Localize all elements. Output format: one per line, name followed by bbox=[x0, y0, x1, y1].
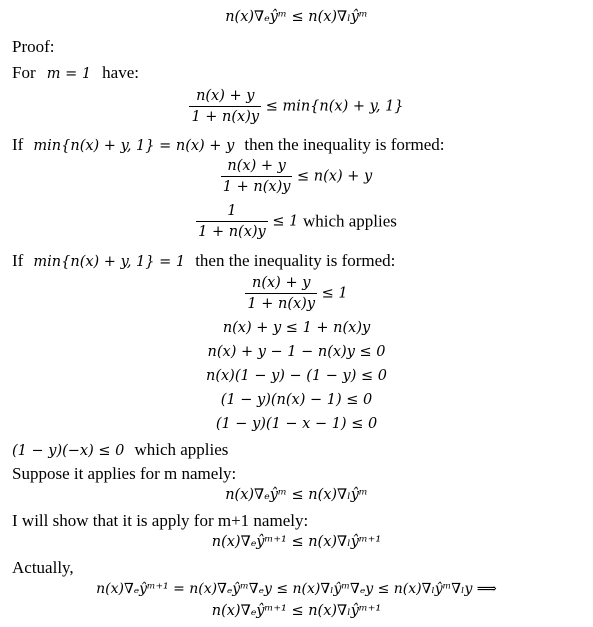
base-case-have: have: bbox=[102, 63, 139, 82]
fraction-denominator: 1 + n(x)y bbox=[191, 109, 260, 125]
fraction-numerator: n(x) + y bbox=[245, 275, 317, 294]
fraction bbox=[189, 88, 261, 125]
which-applies-label: which applies bbox=[134, 440, 229, 459]
actually-label: Actually, bbox=[12, 558, 74, 577]
case-two-if: If bbox=[12, 251, 24, 270]
case-two-conclusion bbox=[12, 441, 228, 459]
base-case-m: m = 1 bbox=[46, 66, 92, 82]
case-one-tail: then the inequality is formed: bbox=[244, 135, 445, 154]
induction-step-goal: n(x)∇ₑŷᵐ⁺¹ ≤ n(x)∇ₗŷᵐ⁺¹ bbox=[211, 534, 382, 550]
induction-hypothesis-text: Suppose it applies for m namely: bbox=[12, 464, 237, 483]
induction-conclusion: n(x)∇ₑŷᵐ⁺¹ ≤ n(x)∇ₗŷᵐ⁺¹ bbox=[211, 603, 382, 619]
fraction-rhs: ≤ 1 bbox=[272, 213, 299, 230]
case-two-inequality bbox=[0, 275, 593, 312]
induction-hypothesis: n(x)∇ₑŷᵐ ≤ n(x)∇ₗŷᵐ bbox=[225, 487, 368, 503]
derivation-step-5: (1 − y)(1 − x − 1) ≤ 0 bbox=[215, 416, 378, 432]
derivation-step-4: (1 − y)(n(x) − 1) ≤ 0 bbox=[220, 392, 373, 408]
base-case-inequality bbox=[0, 88, 593, 125]
case-one-inequality bbox=[0, 158, 593, 195]
case-two-intro bbox=[12, 252, 395, 270]
base-case-for: For bbox=[12, 63, 36, 82]
fraction-rhs: ≤ n(x) + y bbox=[297, 168, 373, 185]
fraction bbox=[245, 275, 317, 312]
case-one-if: If bbox=[12, 135, 24, 154]
fraction-numerator: 1 bbox=[196, 203, 268, 222]
fraction bbox=[196, 203, 268, 240]
derivation-step-1: n(x) + y ≤ 1 + n(x)y bbox=[222, 320, 371, 336]
case-two-final-inequality: (1 − y)(−x) ≤ 0 bbox=[12, 443, 125, 459]
base-case-intro bbox=[12, 64, 139, 82]
fraction-rhs: ≤ 1 bbox=[321, 285, 348, 302]
induction-step-text: I will show that it is apply for m+1 namely: bbox=[12, 511, 309, 530]
fraction-denominator: 1 + n(x)y bbox=[198, 224, 266, 240]
case-one-result bbox=[0, 203, 593, 240]
case-two-condition: min{n(x) + y, 1} = 1 bbox=[33, 254, 186, 270]
case-one-condition: min{n(x) + y, 1} = n(x) + y bbox=[33, 138, 235, 154]
fraction bbox=[221, 158, 293, 195]
fraction-numerator: n(x) + y bbox=[221, 158, 293, 177]
case-one-intro bbox=[12, 136, 445, 154]
fraction-denominator: 1 + n(x)y bbox=[247, 296, 316, 312]
fraction-denominator: 1 + n(x)y bbox=[222, 179, 291, 195]
fraction-rhs: ≤ min{n(x) + y, 1} bbox=[265, 98, 404, 115]
theorem-statement: n(x)∇ₑŷᵐ ≤ n(x)∇ₗŷᵐ bbox=[225, 9, 368, 25]
which-applies-label: which applies bbox=[302, 211, 397, 231]
induction-chain: n(x)∇ₑŷᵐ⁺¹ = n(x)∇ₑŷᵐ∇ₑy ≤ n(x)∇ₗŷᵐ∇ₑy ≤ n(x)∇ₗŷᵐ∇ₗy ⟹ bbox=[96, 581, 497, 597]
derivation-step-3: n(x)(1 − y) − (1 − y) ≤ 0 bbox=[206, 368, 387, 384]
case-two-tail: then the inequality is formed: bbox=[195, 251, 396, 270]
derivation-step-2: n(x) + y − 1 − n(x)y ≤ 0 bbox=[207, 344, 386, 360]
proof-heading: Proof: bbox=[12, 37, 55, 56]
fraction-numerator: n(x) + y bbox=[189, 88, 261, 107]
